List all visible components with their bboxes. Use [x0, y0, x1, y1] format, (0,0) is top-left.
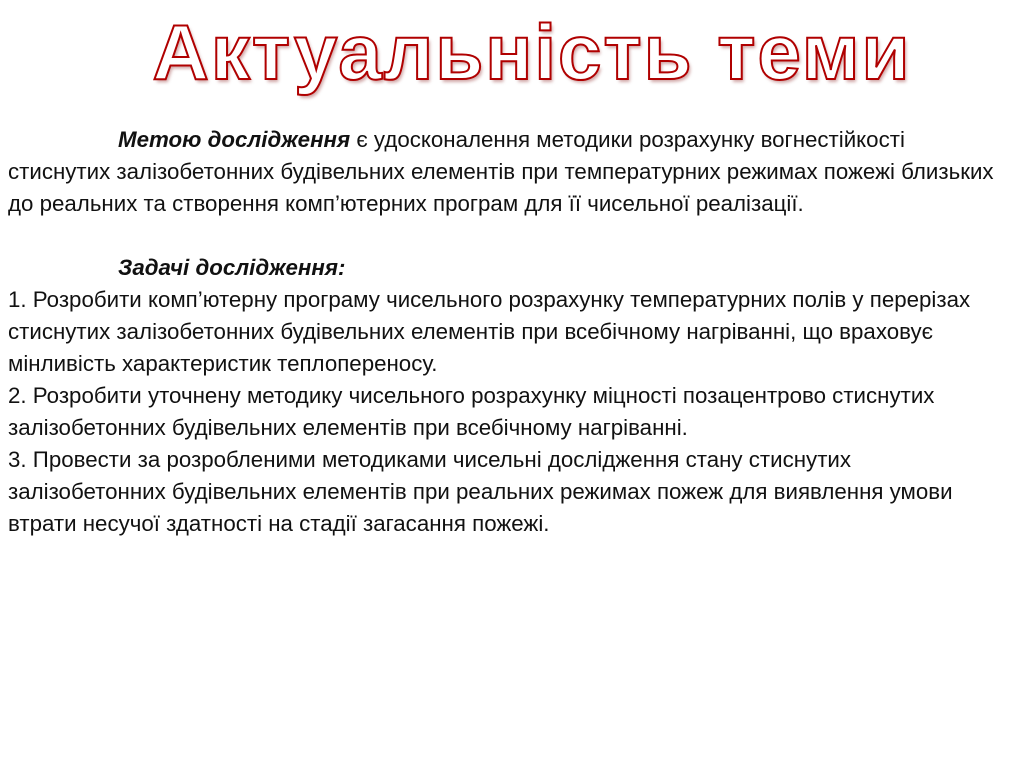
goal-paragraph [8, 124, 1008, 220]
spacer [8, 220, 1008, 252]
slide-title: Актуальність теми [152, 8, 912, 96]
task-item-3: 3. Провести за розробленими методиками чисельні дослідження стану стиснутих залізобетонних будівельних елементів при реальних режимах пожеж для виявлення умови втрати несучої здатності на стадії загасання пожежі. [8, 447, 953, 536]
goal-label: Метою дослідження [118, 127, 351, 152]
tasks-label: Задачі дослідження: [118, 255, 346, 280]
slide-content [8, 124, 1008, 540]
task-item-1: 1. Розробити комп’ютерну програму чисельного розрахунку температурних полів у перерізах стиснутих залізобетонних будівельних елементів при всебічному нагріванні, що враховує мінливість характеристик теплопереносу. [8, 287, 971, 376]
task-item-2: 2. Розробити уточнену методику чисельного розрахунку міцності позацентрово стиснутих залізобетонних будівельних елементів при всебічному нагріванні. [8, 383, 935, 440]
tasks-heading-paragraph [8, 252, 1008, 284]
goal-text: є удосконалення методики розрахунку вогнестійкості стиснутих залізобетонних будівельних елементів при температурних режимах пожежі близьких до реальних та створення комп’ютерних програм для її чисельної реалізації. [8, 127, 994, 216]
